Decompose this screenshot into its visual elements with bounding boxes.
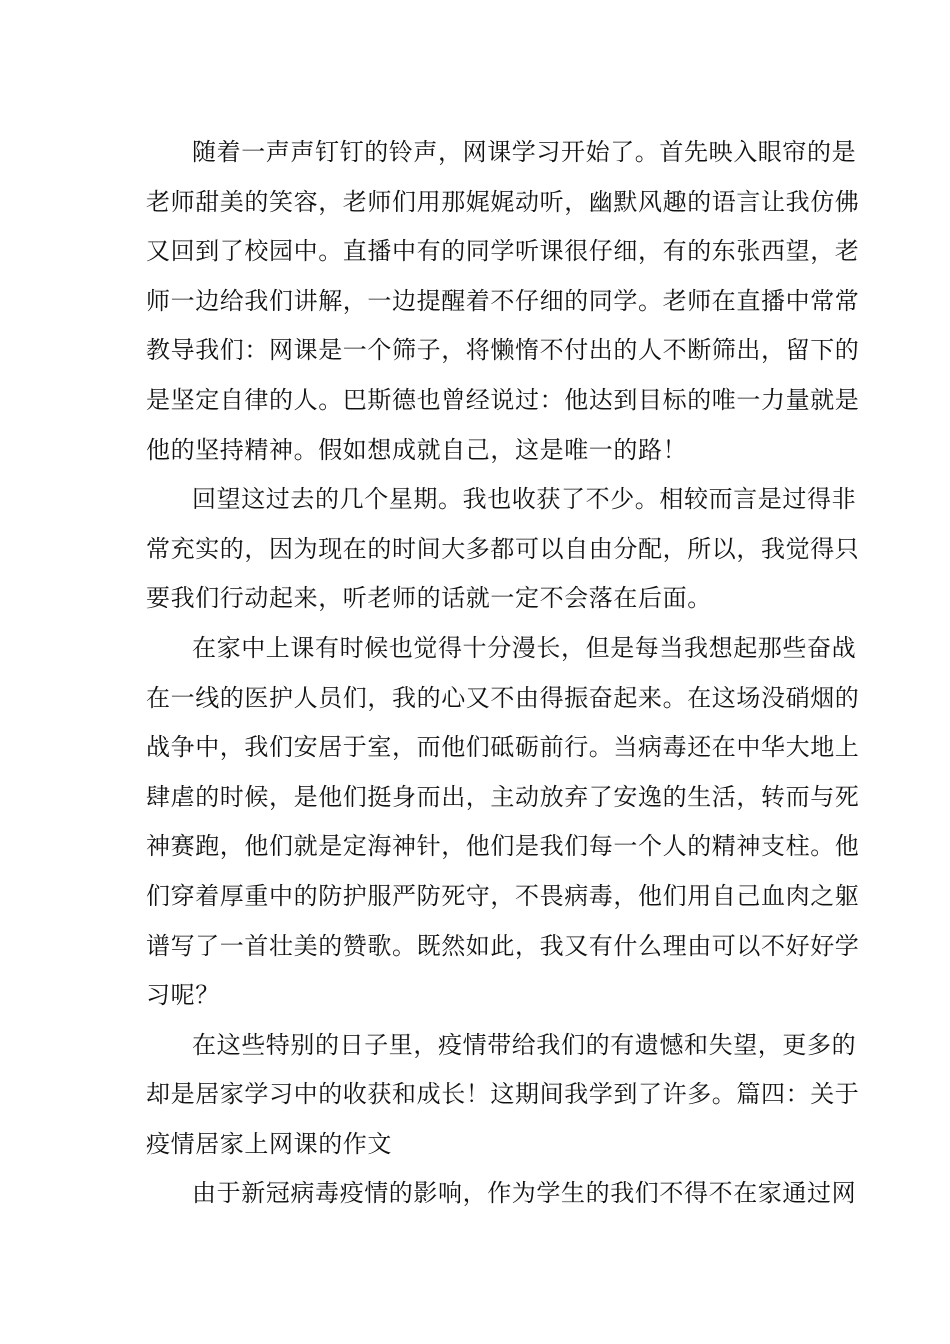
document-body <box>146 128 860 1219</box>
text-line: 谱写了一首壮美的赞歌。既然如此，我又有什么理由可以不好好学 <box>146 931 860 960</box>
text-line: 又回到了校园中。直播中有的同学听课很仔细，有的东张西望，老 <box>146 237 860 266</box>
text-line: 战争中，我们安居于室，而他们砥砺前行。当病毒还在中华大地上 <box>146 733 860 762</box>
text-line: 随着一声声钉钉的铃声，网课学习开始了。首先映入眼帘的是 <box>192 138 857 166</box>
text-line: 却是居家学习中的收获和成长！这期间我学到了许多。篇四：关于 <box>146 1080 860 1109</box>
text-line: 他的坚持精神。假如想成就自己，这是唯一的路！ <box>146 435 688 464</box>
text-line: 在一线的医护人员们，我的心又不由得振奋起来。在这场没硝烟的 <box>146 683 860 712</box>
text-line: 肆虐的时候，是他们挺身而出，主动放弃了安逸的生活，转而与死 <box>146 782 860 811</box>
text-line: 神赛跑，他们就是定海神针，他们是我们每一个人的精神支柱。他 <box>146 832 860 861</box>
text-line: 要我们行动起来，听老师的话就一定不会落在后面。 <box>146 584 712 613</box>
text-line: 们穿着厚重中的防护服严防死守，不畏病毒，他们用自己血肉之躯 <box>146 881 860 910</box>
text-line: 由于新冠病毒疫情的影响，作为学生的我们不得不在家通过网 <box>192 1179 857 1208</box>
text-line: 习呢？ <box>146 981 220 1010</box>
text-line: 师一边给我们讲解，一边提醒着不仔细的同学。老师在直播中常常 <box>146 286 860 315</box>
text-line: 在这些特别的日子里，疫情带给我们的有遗憾和失望，更多的 <box>192 1030 857 1059</box>
text-line: 是坚定自律的人。巴斯德也曾经说过：他达到目标的唯一力量就是 <box>146 385 860 414</box>
text-line: 在家中上课有时候也觉得十分漫长，但是每当我想起那些奋战 <box>192 633 857 662</box>
text-line: 回望这过去的几个星期。我也收获了不少。相较而言是过得非 <box>192 485 857 514</box>
text-line: 疫情居家上网课的作文 <box>146 1129 392 1158</box>
text-line: 教导我们：网课是一个筛子，将懒惰不付出的人不断筛出，留下的 <box>146 336 860 365</box>
text-line: 常充实的，因为现在的时间大多都可以自由分配，所以，我觉得只 <box>146 534 860 563</box>
text-line: 老师甜美的笑容，老师们用那娓娓动听，幽默风趣的语言让我仿佛 <box>146 187 860 216</box>
